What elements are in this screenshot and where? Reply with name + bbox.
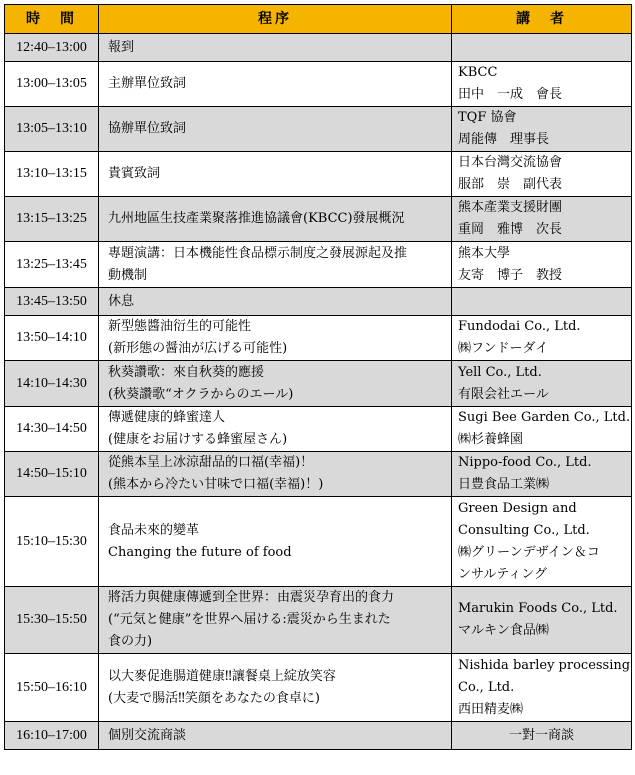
session-time: 13:05–13:10	[5, 107, 99, 152]
session-program	[99, 242, 452, 288]
speaker-line: ㈱杉養蜂園	[458, 432, 524, 447]
table-row	[5, 722, 632, 750]
session-program	[99, 497, 452, 587]
speaker-line: 日本台灣交流協會	[458, 155, 563, 170]
speaker-line: 西田精麦㈱	[458, 701, 524, 717]
session-program	[99, 62, 452, 107]
program-line: (大麦で腸活‼笑顔をあなたの食卓に)	[108, 690, 320, 706]
table-row	[5, 361, 632, 407]
table-row	[5, 288, 632, 316]
program-line: 傳遞健康的蜂蜜達人	[108, 410, 226, 425]
session-program	[99, 587, 452, 654]
speaker-line: Yell Co., Ltd.	[458, 364, 542, 380]
speaker-line: TQF 協會	[458, 110, 517, 125]
speaker-line: 有限会社エール	[458, 386, 549, 402]
session-program	[99, 152, 452, 197]
table-row	[5, 407, 632, 452]
schedule-table	[4, 4, 632, 750]
speaker-line: Nishida barley processing	[458, 657, 631, 673]
speaker-line: 一對一商談	[508, 727, 574, 743]
session-program	[99, 722, 452, 750]
session-time: 13:00–13:05	[5, 62, 99, 107]
session-speaker	[452, 107, 632, 152]
program-line: 從熊本呈上冰涼甜品的口福(幸福)！	[108, 455, 314, 470]
program-line: 新型態醬油衍生的可能性	[108, 319, 252, 334]
session-time: 14:30–14:50	[5, 407, 99, 452]
program-line: Changing the future of food	[108, 544, 292, 560]
session-program	[99, 654, 452, 722]
session-program	[99, 361, 452, 407]
session-time: 15:10–15:30	[5, 497, 99, 587]
session-time: 15:30–15:50	[5, 587, 99, 654]
speaker-line: Consulting Co., Ltd.	[458, 522, 590, 538]
program-line: 食品未來的變革	[108, 522, 200, 538]
speaker-line: マルキン食品㈱	[458, 623, 549, 638]
speaker-line: 服部 崇 副代表	[458, 177, 563, 192]
session-speaker	[452, 197, 632, 242]
session-speaker	[452, 654, 632, 722]
header-speaker: 講 者	[452, 5, 632, 34]
session-speaker	[452, 361, 632, 407]
program-line: (熊本から冷たい甘味で口福(幸福)！)	[108, 477, 324, 492]
session-time: 13:10–13:15	[5, 152, 99, 197]
speaker-line: Marukin Foods Co., Ltd.	[458, 601, 618, 616]
speaker-line: KBCC	[458, 65, 498, 80]
program-line: 個別交流商談	[108, 727, 187, 743]
table-row	[5, 34, 632, 62]
session-program	[99, 452, 452, 497]
program-line: 動機制	[108, 267, 148, 283]
program-line: 報到	[108, 39, 135, 55]
program-line: 專題演講：日本機能性食品標示制度之發展源起及推	[108, 245, 408, 261]
session-program	[99, 197, 452, 242]
speaker-line: Sugi Bee Garden Co., Ltd.	[458, 410, 631, 425]
schedule-body	[5, 34, 632, 750]
session-speaker	[452, 407, 632, 452]
session-program	[99, 407, 452, 452]
speaker-line: Fundodai Co., Ltd.	[458, 319, 581, 334]
session-speaker	[452, 497, 632, 587]
session-time: 14:50–15:10	[5, 452, 99, 497]
speaker-line: 田中 一成 會長	[458, 87, 563, 102]
speaker-line: ㈱フンドーダイ	[458, 341, 549, 356]
session-program	[99, 316, 452, 361]
header-row	[5, 5, 632, 34]
program-line: 秋葵讚歌：來自秋葵的應援	[108, 364, 265, 380]
speaker-line: Green Design and	[458, 500, 577, 516]
program-line: (“元気と健康”を世界へ届ける:震災から生まれた	[108, 612, 391, 627]
program-line: (秋葵讚歌“オクラからのエール)	[108, 386, 294, 402]
table-row	[5, 316, 632, 361]
session-speaker	[452, 152, 632, 197]
program-line: 九州地區生技產業聚落推進協議會(KBCC)發展概況	[108, 211, 405, 226]
table-row	[5, 197, 632, 242]
session-speaker	[452, 316, 632, 361]
session-time: 15:50–16:10	[5, 654, 99, 722]
program-line: 休息	[108, 293, 135, 309]
table-row	[5, 152, 632, 197]
program-line: 主辦單位致詞	[108, 76, 187, 91]
header-program: 程序	[99, 5, 452, 34]
session-speaker	[452, 242, 632, 288]
session-program	[99, 107, 452, 152]
session-time: 13:45–13:50	[5, 288, 99, 316]
speaker-line: ㈱グリーンデザイン＆コ	[458, 544, 600, 560]
header-time: 時 間	[5, 5, 99, 34]
table-row	[5, 587, 632, 654]
session-time: 13:15–13:25	[5, 197, 99, 242]
table-row	[5, 62, 632, 107]
speaker-line: 熊本產業支援財團	[458, 200, 563, 215]
program-line: 協辦單位致詞	[108, 121, 187, 136]
program-line: 食の力)	[108, 634, 153, 649]
speaker-line: Co., Ltd.	[458, 679, 515, 695]
speaker-line: 友寄 博子 教授	[458, 267, 563, 283]
program-line: 貴賓致詞	[108, 166, 161, 181]
table-row	[5, 452, 632, 497]
speaker-line: ンサルティング	[458, 566, 548, 582]
session-program	[99, 288, 452, 316]
session-time: 14:10–14:30	[5, 361, 99, 407]
table-row	[5, 654, 632, 722]
session-time: 12:40–13:00	[5, 34, 99, 62]
session-speaker	[452, 587, 632, 654]
speaker-line: 周能傳 理事長	[458, 132, 550, 147]
session-speaker	[452, 722, 632, 750]
session-program	[99, 34, 452, 62]
table-row	[5, 497, 632, 587]
session-speaker	[452, 452, 632, 497]
program-line: 以大麥促進腸道健康‼讓餐桌上綻放笑容	[108, 668, 336, 684]
session-time: 13:25–13:45	[5, 242, 99, 288]
program-line: (健康をお届けする蜂蜜屋さん)	[108, 432, 288, 447]
session-speaker	[452, 34, 632, 62]
session-speaker	[452, 288, 632, 316]
table-row	[5, 107, 632, 152]
session-time: 13:50–14:10	[5, 316, 99, 361]
session-speaker	[452, 62, 632, 107]
table-row	[5, 242, 632, 288]
speaker-line: 熊本大學	[458, 245, 511, 261]
program-line: (新形態の醤油が広げる可能性)	[108, 341, 288, 356]
session-time: 16:10–17:00	[5, 722, 99, 750]
speaker-line: Nippo-food Co., Ltd.	[458, 455, 592, 470]
speaker-line: 日豊食品工業㈱	[458, 477, 550, 492]
program-line: 將活力與健康傳遞到全世界：由震災孕育出的食力	[108, 590, 395, 605]
speaker-line: 重岡 雅博 次長	[458, 222, 563, 237]
